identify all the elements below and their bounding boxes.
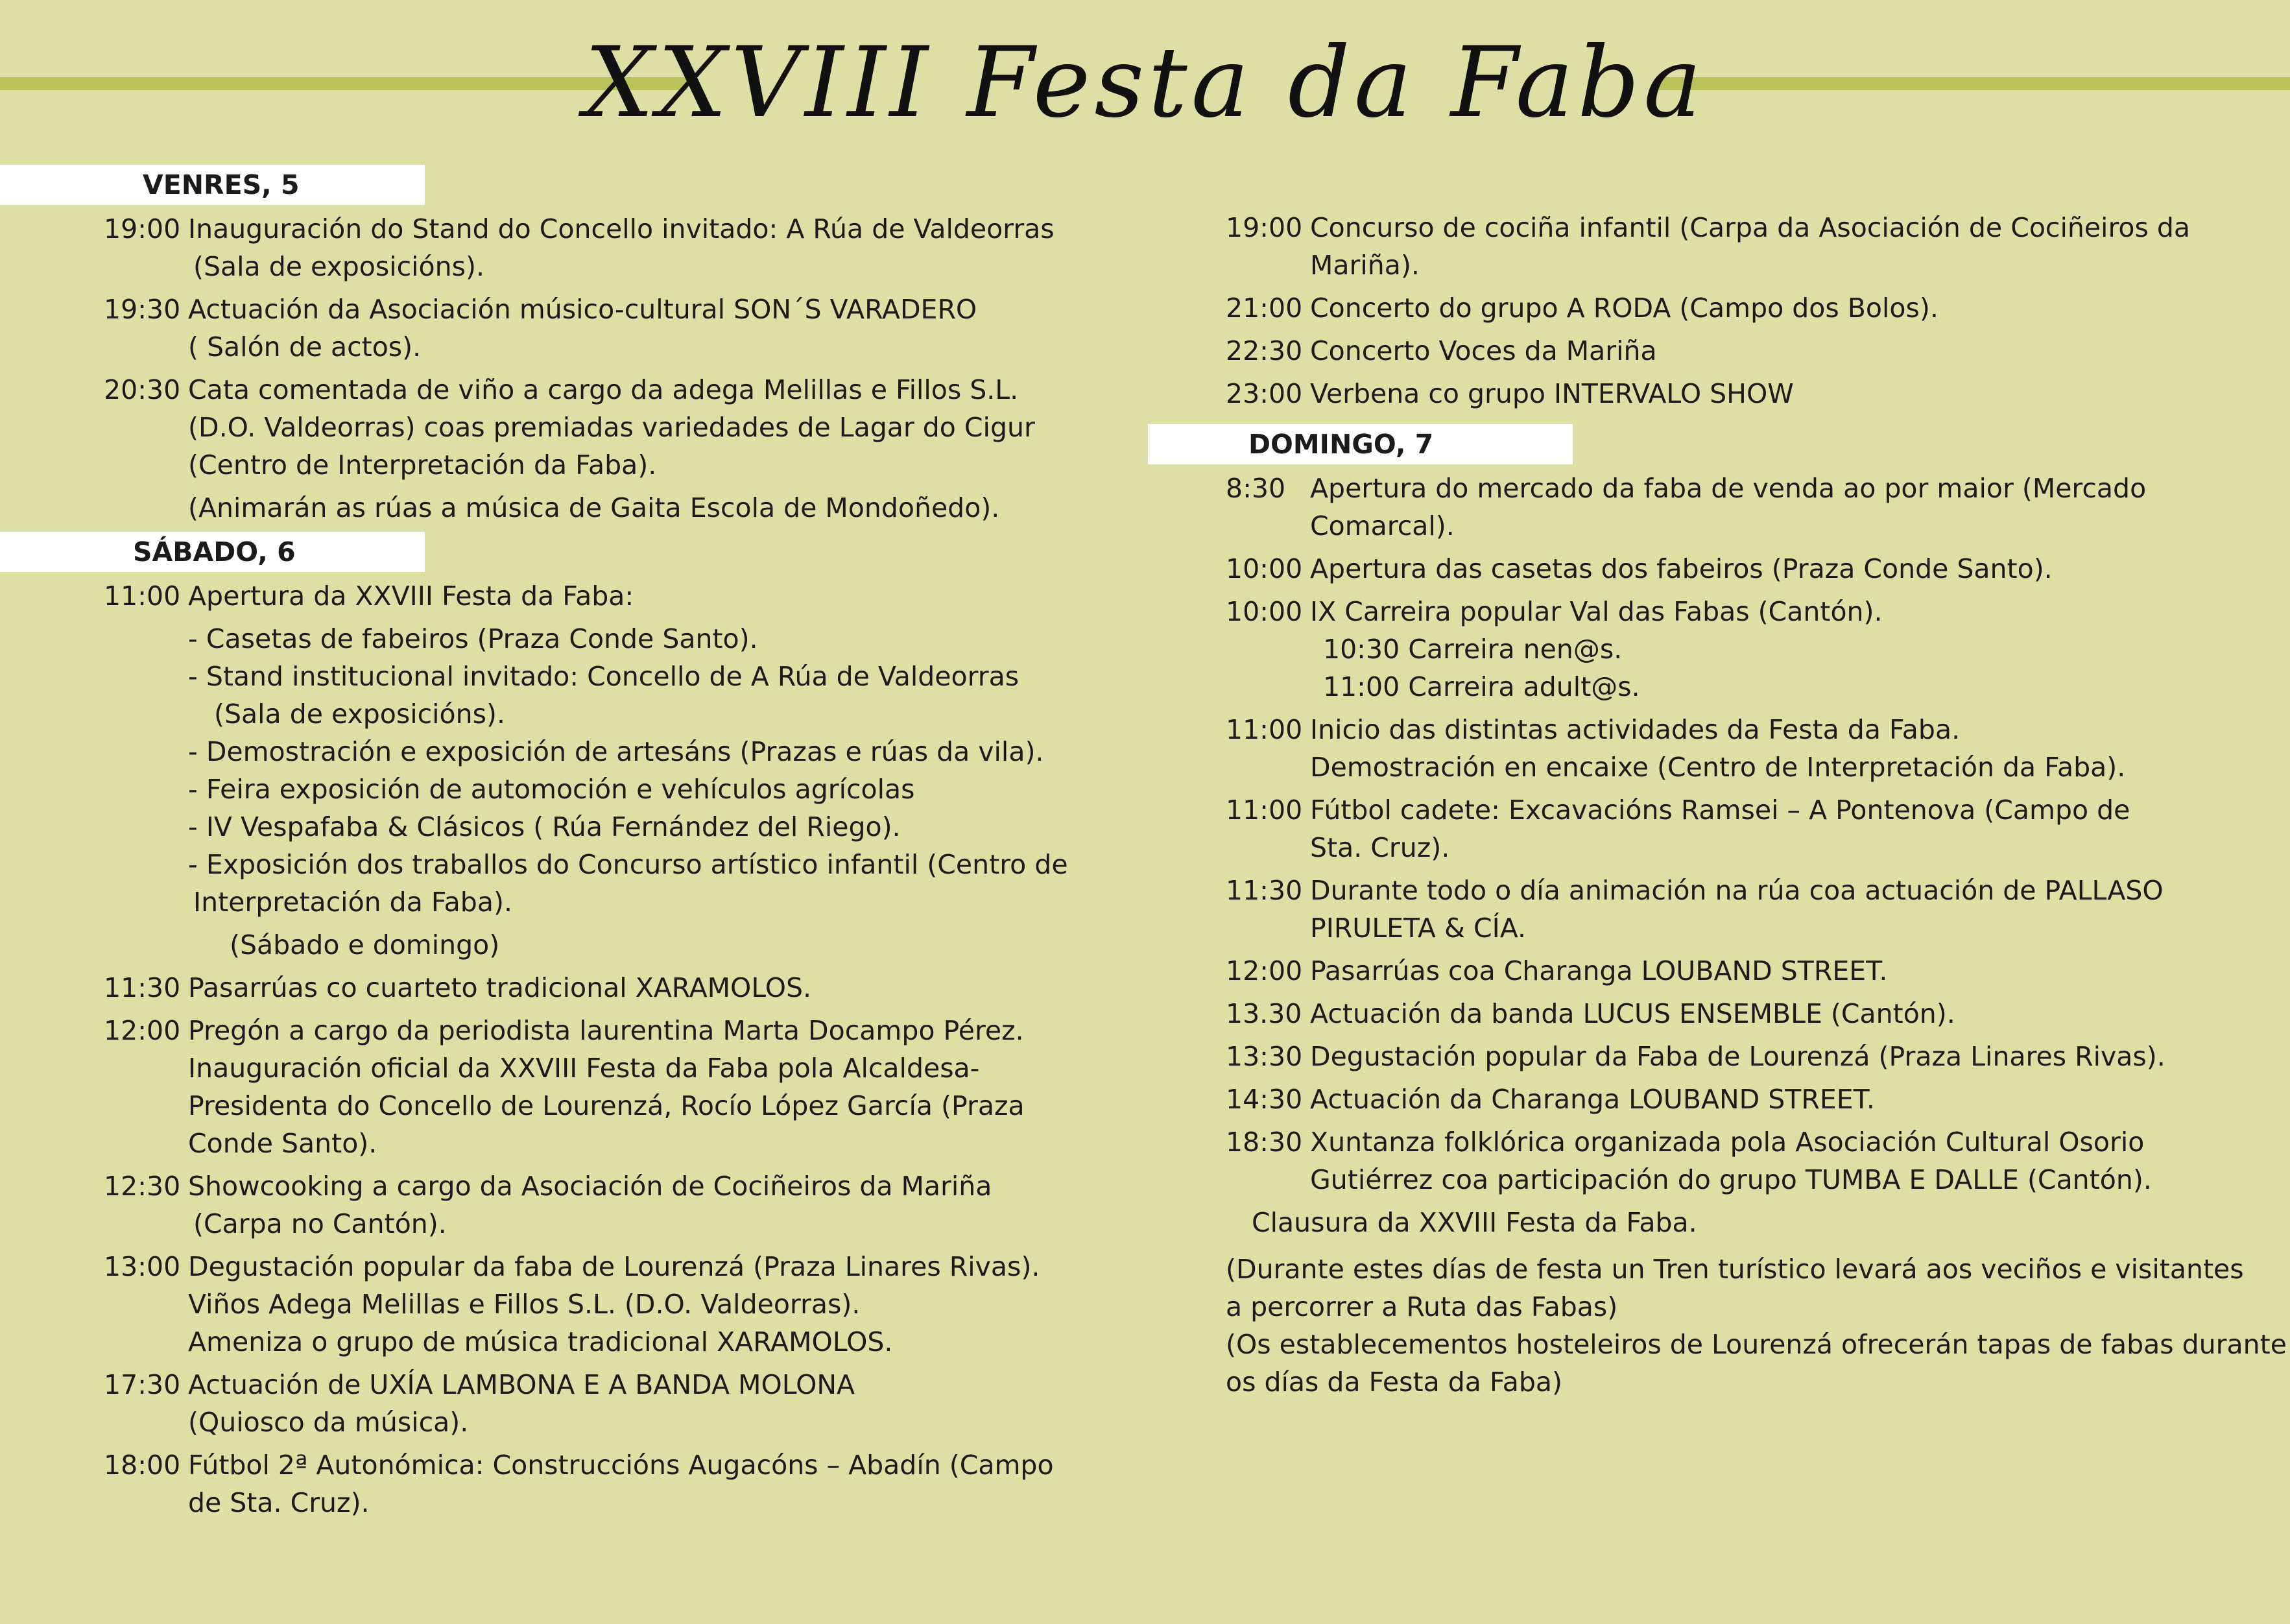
event-line: Interpretación da Faba). [193,887,512,918]
event-domingo-1100-futbol [1148,791,2250,866]
event-description [1310,1123,2250,1199]
event-sabado-1230 [0,1167,1103,1243]
event-line: - Feira exposición de automoción e vehículos agrícolas [188,774,915,805]
event-description [1310,550,2250,588]
event-line: Actuación da Asociación músico-cultural SON´S VARADERO [188,294,977,325]
event-time: 11:30 [104,972,181,1003]
event-description [1310,872,2250,947]
event-domingo-1000-casetas [1148,550,2250,588]
event-line: (Centro de Interpretación da Faba). [188,449,657,481]
event-line: Mariña). [1310,250,1420,281]
event-domingo-1330-degustacion [1148,1038,2250,1075]
page-title: XXVIII Festa da Faba [584,27,1706,139]
event-line: (Sala de exposicións). [214,699,505,730]
event-time: 18:30 [1226,1127,1303,1158]
event-line: Verbena co grupo INTERVALO SHOW [1310,378,1794,409]
event-time: 21:00 [1226,293,1303,324]
event-line: (Sala de exposicións). [193,251,484,282]
event-time: 18:00 [104,1450,181,1481]
event-line: PIRULETA & CÍA. [1310,913,1527,944]
event-domingo-1130 [1148,872,2250,947]
event-line: Durante todo o día animación na rúa coa actuación de PALLASO [1310,875,2164,906]
notes-block [1148,1250,2287,1401]
event-line: - Exposición dos traballos do Concurso artístico infantil (Centro de [188,849,1068,880]
event-time: 12:30 [104,1171,181,1202]
event-sabado-1130 [0,969,1103,1007]
event-time: 20:30 [104,374,181,405]
event-time: 14:30 [1226,1084,1303,1115]
event-line: Ameniza o grupo de música tradicional XARAMOLOS. [188,1326,893,1357]
event-line: - Casetas de fabeiros (Praza Conde Santo). [188,623,758,654]
event-time: 11:00 [1226,794,1303,826]
event-sabado-1730 [0,1366,1103,1441]
left-column [0,162,1103,1527]
event-domingo-1200 [1148,952,2250,990]
event-line: - IV Vespafaba & Clásicos ( Rúa Fernández del Riego). [188,811,901,842]
event-sabado-1800 [0,1446,1103,1522]
event-line: Pasarrúas co cuarteto tradicional XARAMOLOS. [188,972,812,1003]
event-description [188,1366,1103,1441]
event-line: Degustación popular da Faba de Lourenzá (Praza Linares Rivas). [1310,1041,2165,1072]
day-header-domingo: DOMINGO, 7 [1148,424,1573,464]
note-line: os días da Festa da Faba) [1226,1367,1563,1398]
event-description [1310,1081,2250,1118]
event-line: 10:30 Carreira nen@s. [1323,634,1623,665]
event-line: Inicio das distintas actividades da Festa da Faba. [1310,714,1961,745]
event-line: Concerto Voces da Mariña [1310,335,1657,366]
event-line: Pregón a cargo da periodista laurentina Marta Docampo Pérez. [188,1015,1024,1046]
event-domingo-0830 [1148,470,2250,545]
event-description [1310,711,2250,786]
event-line: Inauguración do Stand do Concello invitado: A Rúa de Valdeorras [188,213,1055,245]
note-line: a percorrer a Ruta das Fabas) [1226,1291,1618,1322]
event-description [188,969,1103,1007]
event-time: 17:30 [104,1369,181,1400]
event-line: Apertura da XXVIII Festa da Faba: [188,580,634,612]
event-line: Degustación popular da faba de Lourenzá (Praza Linares Rivas). [188,1251,1040,1282]
event-time: 13:30 [1226,1041,1303,1072]
event-line: - Stand institucional invitado: Concello de A Rúa de Valdeorras [188,661,1020,692]
event-line: IX Carreira popular Val das Fabas (Cantón). [1310,596,1883,627]
event-line: Showcooking a cargo da Asociación de Cociñeiros da Mariña [188,1171,992,1202]
event-sabado-2100 [1148,289,2250,327]
event-time: 13.30 [1226,998,1302,1029]
event-line: (Quiosco da música). [188,1407,469,1438]
event-description [1310,995,2250,1033]
event-time: 19:00 [104,213,181,245]
event-time: 12:00 [1226,955,1303,986]
event-description [188,210,1103,285]
event-time: 10:00 [1226,553,1303,584]
event-line: Apertura do mercado da faba de venda ao por maior (Mercado [1310,473,2147,504]
event-line: Concurso de cociña infantil (Carpa da Asociación de Cociñeiros da [1310,212,2191,243]
event-line: Fútbol 2ª Autonómica: Construccións Augacóns – Abadín (Campo [188,1450,1054,1481]
day-header-sabado: SÁBADO, 6 [0,532,425,572]
event-line: Apertura das casetas dos fabeiros (Praza Conde Santo). [1310,553,2053,584]
event-time: 22:30 [1226,335,1303,366]
event-line: Conde Santo). [188,1128,377,1159]
event-time: 12:00 [104,1015,181,1046]
event-venres-1900 [0,210,1103,285]
event-description [188,1446,1103,1522]
event-description [1310,952,2250,990]
event-line: Viños Adega Melillas e Fillos S.L. (D.O. Valdeorras). [188,1289,861,1320]
event-description [1310,209,2250,284]
event-domingo-1100-inicio [1148,711,2250,786]
event-sabado-1900 [1148,209,2250,284]
event-time: 11:30 [1226,875,1303,906]
event-domingo-1000-carreira [1148,593,2250,706]
event-description [188,371,1103,527]
event-line: Inauguración oficial da XXVIII Festa da Faba pola Alcaldesa- [188,1053,980,1084]
event-line: 11:00 Carreira adult@s. [1323,671,1640,702]
event-line: (Carpa no Cantón). [193,1208,447,1239]
event-line: Comarcal). [1310,510,1455,542]
event-line: Pasarrúas coa Charanga LOUBAND STREET. [1310,955,1888,986]
event-line: (Sábado e domingo) [230,929,500,961]
event-description [1310,470,2250,545]
event-sabado-1100 [0,577,1103,964]
event-line: Cata comentada de viño a cargo da adega Melillas e Fillos S.L. [188,374,1019,405]
event-time: 8:30 [1226,473,1286,504]
event-line: Gutiérrez coa participación do grupo TUMBA E DALLE (Cantón). [1310,1164,2152,1195]
event-description [1310,791,2250,866]
event-sabado-1200 [0,1012,1103,1162]
event-line: ( Salón de actos). [188,331,422,363]
event-description [1310,289,2250,327]
event-time: 23:00 [1226,378,1303,409]
event-line: (Animarán as rúas a música de Gaita Escola de Mondoñedo). [188,492,1000,523]
event-description [188,1012,1103,1162]
event-line: - Demostración e exposición de artesáns (Prazas e rúas da vila). [188,736,1044,767]
event-description [1310,332,2250,370]
event-description [1310,1038,2250,1075]
event-line: Sta. Cruz). [1310,832,1450,863]
event-sabado-1300 [0,1248,1103,1361]
event-description [188,1248,1103,1361]
event-venres-2030 [0,371,1103,527]
right-column [1148,209,2287,1401]
event-sabado-2230 [1148,332,2250,370]
closing-text: Clausura da XXVIII Festa da Faba. [1252,1207,1697,1238]
event-domingo-1830 [1148,1123,2250,1199]
event-line: Demostración en encaixe (Centro de Interpretación da Faba). [1310,752,2126,783]
event-line: Xuntanza folklórica organizada pola Asociación Cultural Osorio [1310,1127,2145,1158]
event-time: 11:00 [104,580,181,612]
note-line: (Os establecementos hosteleiros de Lourenzá ofrecerán tapas de fabas durante [1226,1329,2287,1360]
event-line: Presidenta do Concello de Lourenzá, Rocío López García (Praza [188,1090,1025,1121]
event-description [1310,375,2250,412]
event-line: (D.O. Valdeorras) coas premiadas variedades de Lagar do Cigur [188,412,1035,443]
event-description [188,577,1103,964]
event-venres-1930 [0,291,1103,366]
event-description [188,291,1103,366]
event-description [188,1167,1103,1243]
event-sabado-2300 [1148,375,2250,412]
event-domingo-1430 [1148,1081,2250,1118]
day-header-venres: VENRES, 5 [0,165,425,205]
event-line: Fútbol cadete: Excavacións Ramsei – A Pontenova (Campo de [1310,794,2130,826]
event-domingo-1330-lucus [1148,995,2250,1033]
event-line: Actuación da Charanga LOUBAND STREET. [1310,1084,1875,1115]
event-time: 10:00 [1226,596,1303,627]
event-time: 19:00 [1226,212,1303,243]
event-time: 11:00 [1226,714,1303,745]
event-line: de Sta. Cruz). [188,1487,370,1518]
event-description [1310,593,2250,706]
event-line: Concerto do grupo A RODA (Campo dos Bolos). [1310,293,1938,324]
event-line: Actuación de UXÍA LAMBONA E A BANDA MOLONA [188,1369,855,1400]
event-line: Actuación da banda LUCUS ENSEMBLE (Cantón). [1310,998,1955,1029]
event-time: 13:00 [104,1251,181,1282]
note-line: (Durante estes días de festa un Tren turístico levará aos veciños e visitantes [1226,1254,2244,1285]
event-time: 19:30 [104,294,181,325]
